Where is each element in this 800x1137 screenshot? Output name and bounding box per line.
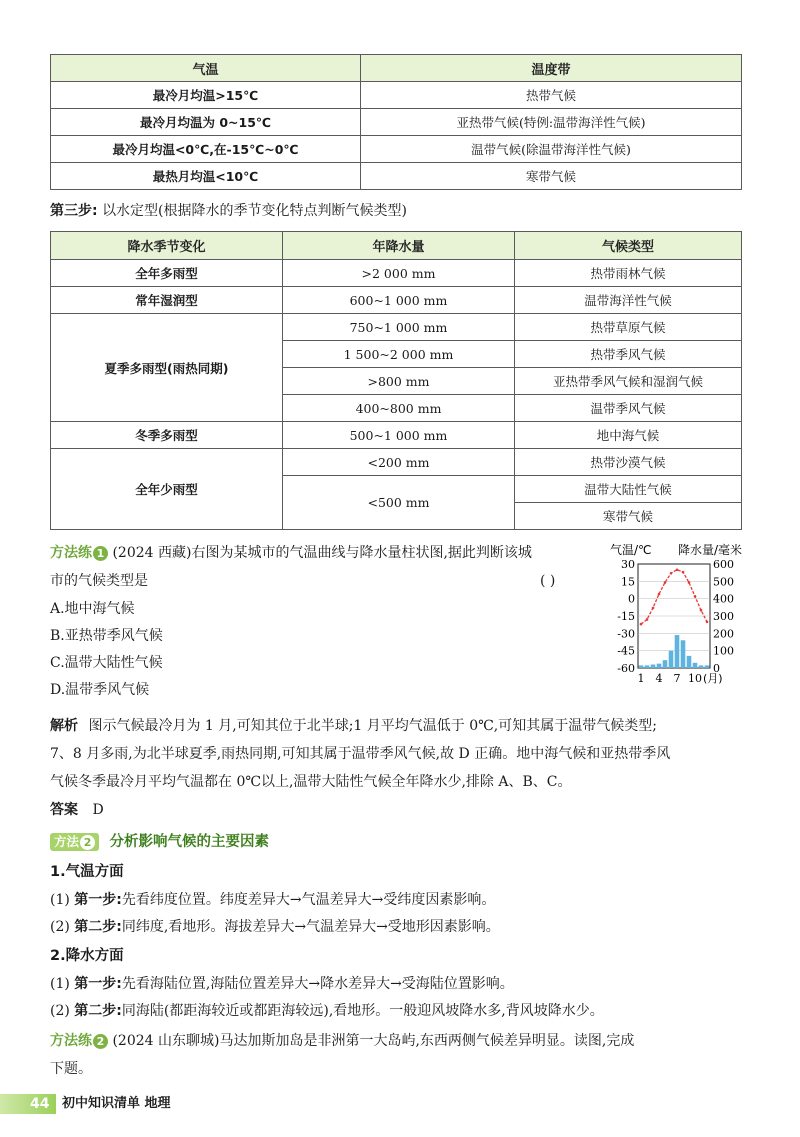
precipitation-bars [639, 635, 710, 668]
method2-title: 分析影响气候的主要因素 [109, 834, 269, 850]
table2-climate: 热带季风气候 [515, 341, 742, 368]
table2-climate: 热带草原气候 [515, 314, 742, 341]
table2-group: 全年多雨型 [51, 260, 283, 287]
option-a: A.地中海气候 [50, 601, 135, 617]
sec1-title: 1.气温方面 [50, 864, 124, 880]
table1-cell: 亚热带气候(特例:温带海洋性气候) [361, 109, 742, 136]
table1-cell: 最冷月均温<0℃,在-15℃~0℃ [51, 136, 361, 163]
left-tick-label: -60 [617, 662, 635, 675]
exercise2-line1 [50, 1031, 634, 1051]
temperature-point [640, 623, 643, 626]
table1-header-temp: 气温 [51, 55, 361, 82]
table2-climate: 温带季风气候 [515, 395, 742, 422]
table1-cell: 最热月均温<10℃ [51, 163, 361, 190]
table2-climate: 温带大陆性气候 [515, 476, 742, 503]
temperature-point [706, 620, 709, 623]
analysis-label: 解析 [50, 718, 78, 734]
exercise1-line1 [50, 543, 532, 563]
method2-badge [50, 833, 99, 851]
sec1-item1-text: 先看纬度位置。纬度差异大→气温差异大→受纬度因素影响。 [121, 892, 496, 908]
sec2-item1: (1) 第一步:先看海陆位置,海陆位置差异大→降水差异大→受海陆位置影响。 [50, 976, 514, 992]
x-unit-label: (月) [703, 672, 723, 685]
method2-number: 2 [80, 835, 95, 850]
sec1-item1: (1) 第一步:先看纬度位置。纬度差异大→气温差异大→受纬度因素影响。 [50, 892, 496, 908]
answer-value: D [92, 802, 104, 818]
right-tick-label: 500 [713, 575, 734, 589]
table2-amount: 400~800 mm [283, 395, 515, 422]
right-tick-label: 600 [713, 558, 734, 571]
temperature-curve [640, 568, 709, 625]
temperature-point [652, 607, 655, 610]
table2-header: 气候类型 [515, 232, 742, 260]
temperature-point [694, 595, 697, 598]
page-number: 44 [30, 1096, 50, 1112]
table2-amount: <200 mm [283, 449, 515, 476]
precip-bar [663, 660, 668, 668]
table2-amount: 500~1 000 mm [283, 422, 515, 449]
table1-cell: 寒带气候 [361, 163, 742, 190]
option-c: C.温带大陆性气候 [50, 655, 163, 671]
temperature-point [670, 572, 673, 575]
left-tick-label: -15 [617, 610, 635, 623]
left-tick-label: -45 [617, 644, 635, 658]
sec1-item2-text: 同纬度,看地形。海拔差异大→气温差异大→受地形因素影响。 [121, 919, 500, 935]
temperature-point [700, 609, 703, 612]
table2-climate: 热带雨林气候 [515, 260, 742, 287]
precip-bar [693, 663, 698, 668]
option-b: B.亚热带季风气候 [50, 628, 163, 644]
x-tick-label: 10 [688, 672, 702, 685]
answer-label: 答案 [50, 802, 78, 818]
climate-chart [600, 540, 760, 700]
method2-badge-label: 方法 [54, 834, 80, 849]
table2-climate: 亚热带季风气候和湿润气候 [515, 368, 742, 395]
sec1-item2: (2) 第二步:同纬度,看地形。海拔差异大→气温差异大→受地形因素影响。 [50, 919, 500, 935]
temperature-point [682, 571, 685, 574]
table1-header-belt: 温度带 [361, 55, 742, 82]
left-tick-label: 0 [628, 592, 635, 606]
table2-climate: 温带海洋性气候 [515, 287, 742, 314]
step3-text: 以水定型(根据降水的季节变化特点判断气候类型) [102, 203, 407, 219]
exercise2-badge: 方法练 [50, 1033, 92, 1049]
precip-bar [639, 665, 644, 668]
exercise1-badge: 方法练 [50, 545, 92, 561]
temperature-point [664, 581, 667, 584]
sec1-item2-label: 第二步: [74, 919, 122, 935]
analysis-line1 [50, 716, 657, 736]
x-tick-label: 1 [637, 672, 645, 685]
sec1-item1-label: 第一步: [74, 892, 122, 908]
step3-label: 第三步: [50, 203, 98, 219]
table1-cell: 最冷月均温>15℃ [51, 82, 361, 109]
table2-climate: 热带沙漠气候 [515, 449, 742, 476]
table1-cell: 热带气候 [361, 82, 742, 109]
precip-bar [675, 635, 680, 668]
left-axis-label: 气温/℃ [610, 543, 652, 557]
left-tick-label: 30 [621, 558, 635, 571]
book-title: 初中知识清单 地理 [62, 1096, 171, 1111]
precip-bar [651, 665, 656, 668]
left-tick-label: 15 [621, 575, 635, 589]
exercise1-stem1: (2024 西藏)右图为某城市的气温曲线与降水量柱状图,据此判断该城 [112, 545, 532, 561]
table2-amount: 1 500~2 000 mm [283, 341, 515, 368]
sec2-item1-text: 先看海陆位置,海陆位置差异大→降水差异大→受海陆位置影响。 [121, 976, 514, 992]
sec2-item2-text: 同海陆(都距海较近或都距海较远),看地形。一般迎风坡降水多,背风坡降水少。 [121, 1003, 604, 1019]
temperature-point [688, 581, 691, 584]
table2-climate: 地中海气候 [515, 422, 742, 449]
analysis-text1: 图示气候最冷月为 1 月,可知其位于北半球;1 月平均气温低于 0℃,可知其属于温带气候类型; [88, 718, 657, 734]
table2-header: 年降水量 [283, 232, 515, 260]
precipitation-type-table [50, 231, 742, 530]
exercise2-stem1: (2024 山东聊城)马达加斯加岛是非洲第一大岛屿,东西两侧气候差异明显。读图,完成 [112, 1033, 635, 1049]
exercise1-line2 [50, 571, 148, 591]
table1-cell: 温带气候(除温带海洋性气候) [361, 136, 742, 163]
precip-bar [681, 640, 686, 668]
table1-cell: 最冷月均温为 0~15℃ [51, 109, 361, 136]
temperature-point [676, 568, 679, 571]
right-tick-label: 200 [713, 627, 734, 641]
exercise1-stem2: 市的气候类型是 [50, 573, 148, 589]
step3-line [50, 201, 407, 221]
sec2-item1-label: 第一步: [74, 976, 122, 992]
table2-amount: >2 000 mm [283, 260, 515, 287]
sec2-item2: (2) 第二步:同海陆(都距海较近或都距海较远),看地形。一般迎风坡降水多,背风坡降水少。 [50, 1003, 604, 1019]
temperature-point [658, 593, 661, 596]
table2-group: 全年少雨型 [51, 449, 283, 530]
answer-line [50, 800, 104, 820]
method2-heading [50, 832, 269, 852]
table2-climate: 寒带气候 [515, 503, 742, 530]
precip-bar [645, 665, 650, 668]
analysis-line3: 气候冬季最冷月平均气温都在 0℃以上,温带大陆性气候全年降水少,排除 A、B、C。 [50, 774, 572, 790]
precip-bar [699, 665, 704, 668]
answer-bracket: ( ) [540, 573, 556, 589]
left-tick-label: -30 [617, 627, 635, 641]
sec2-title: 2.降水方面 [50, 948, 124, 964]
exercise2-line2: 下题。 [50, 1061, 92, 1077]
table2-group: 常年湿润型 [51, 287, 283, 314]
precip-bar [687, 656, 692, 668]
precip-bar [705, 665, 710, 668]
right-axis-label: 降水量/毫米 [678, 543, 743, 557]
right-tick-label: 300 [713, 610, 734, 623]
precip-bar [669, 651, 674, 668]
x-tick-label: 7 [673, 672, 681, 685]
right-tick-label: 100 [713, 644, 734, 658]
analysis-line2: 7、8 月多雨,为北半球夏季,雨热同期,可知其属于温带季风气候,故 D 正确。地中海气候和亚热带季风 [50, 746, 671, 762]
table2-amount: <500 mm [283, 476, 515, 530]
temperature-point [646, 618, 649, 621]
table2-amount: >800 mm [283, 368, 515, 395]
table2-header: 降水季节变化 [51, 232, 283, 260]
precip-bar [657, 664, 662, 668]
x-tick-label: 4 [655, 672, 663, 685]
exercise2-number: 2 [93, 1034, 108, 1049]
table2-group: 夏季多雨型(雨热同期) [51, 314, 283, 422]
exercise1-number: 1 [93, 546, 108, 561]
sec2-item2-label: 第二步: [74, 1003, 122, 1019]
right-tick-label: 400 [713, 592, 734, 606]
table2-group: 冬季多雨型 [51, 422, 283, 449]
right-tick-label: 0 [713, 662, 720, 675]
table2-amount: 750~1 000 mm [283, 314, 515, 341]
table2-amount: 600~1 000 mm [283, 287, 515, 314]
option-d: D.温带季风气候 [50, 682, 150, 698]
temperature-belt-table [50, 54, 742, 190]
